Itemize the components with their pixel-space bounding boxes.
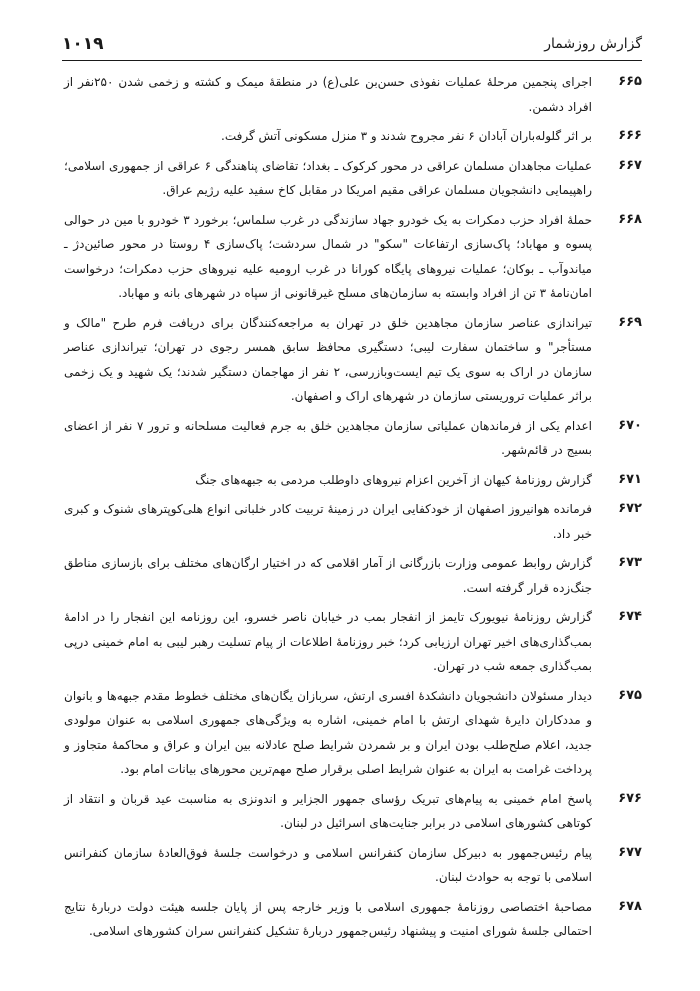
entry-text: حملهٔ افراد حزب دمکرات به یک خودرو جهاد سازندگی در غرب سلماس؛ برخورد ۳ خودرو با مین در حوالی پسوه و مهاباد؛ پاک‌سازی ارتفاعات "سکو" در شمال سردشت؛ پاک‌سازی ۴ روستا در محور صائین‌دژ ـ میاندوآب ـ بوکان؛ عملیات نیروهای پایگاه کورانا در غرب ارومیه علیه نیروهای حزب دمکرات؛ درخواست امان‌نامهٔ ۳ تن از افراد وابسته به سازمان‌های مسلح غیرقانونی از سپاه در شهرهای بانه و مهاباد. (64, 212, 592, 300)
chronology-entry (64, 841, 642, 890)
entry-text: گزارش روزنامهٔ نیویورک تایمز از انفجار بمب در خیابان ناصر خسرو، این روزنامه این انفجار را در ادامهٔ بمب‌گذاری‌های اخیر تهران ارزیابی کرد؛ خبر روزنامهٔ اطلاعات از پیام تسلیت رهبر لیبی به امام خمینی درپی بمب‌گذاری جمعه شب در تهران. (64, 610, 592, 673)
entry-number: ۶۷۳ (618, 555, 642, 570)
running-title: گزارش روزشمار (544, 36, 642, 52)
chronology-entry (64, 605, 642, 679)
chronology-entry (64, 787, 642, 836)
chronology-entry (64, 124, 642, 149)
chronology-entry (64, 208, 642, 306)
entry-text: تیراندازی عناصر سازمان مجاهدین خلق در تهران به مراجعه‌کنندگان برای دریافت فرم طرح "مالک و مستأجر" و ساختمان سفارت لیبی؛ دستگیری محافظ سابق همسر رجوی در تهران؛ تیراندازی عناصر سازمان در اراک به سوی یک تیم ایست‌وبازرسی، ۲ نفر از مهاجمان دستگیر شدند؛ یک شهید و یک زخمی براثر عملیات تروریستی سازمان در شهرهای اراک و اصفهان. (64, 315, 592, 403)
entry-number: ۶۷۸ (618, 898, 642, 914)
chronology-entry (64, 414, 642, 463)
chronology-entry (64, 311, 642, 409)
chronology-entry (64, 468, 642, 493)
chronology-entry (64, 497, 642, 546)
entry-text: اعدام یکی از فرماندهان عملیاتی سازمان مجاهدین خلق به جرم فعالیت مسلحانه و ترور ۷ نفر از اعضای بسیج در قائم‌شهر. (64, 418, 593, 457)
entry-number: ۶۶۹ (618, 314, 642, 330)
page-header (62, 34, 642, 61)
entry-text: فرمانده هوانیروز اصفهان از خودکفایی ایران در زمینهٔ تربیت کادر خلبانی انواع هلی‌کوپترهای شنوک و کبری خبر داد. (64, 502, 592, 541)
entry-text: اجرای پنجمین مرحلهٔ عملیات نفوذی حسن‌بن علی(ع) در منطقهٔ میمک و کشته و زخمی شدن ۲۵۰نفر از افراد دشمن. (64, 75, 592, 114)
entry-text: بر اثر گلوله‌باران آبادان ۶ نفر مجروح شدند و ۳ منزل مسکونی آتش گرفت. (221, 129, 592, 143)
chronology-entry (64, 684, 642, 782)
entry-text: پیام رئیس‌جمهور به دبیرکل سازمان کنفرانس اسلامی و درخواست جلسهٔ فوق‌العادهٔ سازمان کنفرانس اسلامی با توجه به حوادث لبنان. (64, 845, 592, 884)
chronology-list (64, 70, 642, 949)
entry-number: ۶۷۶ (618, 790, 642, 806)
chronology-entry (64, 895, 642, 944)
entry-number: ۶۶۵ (618, 74, 642, 89)
entry-number: ۶۷۷ (618, 844, 642, 860)
entry-number: ۶۷۰ (618, 417, 642, 433)
entry-text: عملیات مجاهدان مسلمان عراقی در محور کرکوک ـ بغداد؛ تقاضای پناهندگی ۶ عراقی از جمهوری اسلامی؛ راهپیمایی دانشجویان مسلمان عراقی مقیم امریکا در مقابل کاخ سفید علیه رژیم عراق. (64, 158, 592, 197)
chronology-entry (64, 154, 642, 203)
entry-number: ۶۷۵ (618, 687, 642, 703)
entry-number: ۶۶۷ (618, 157, 642, 173)
page-number: ۱۰۱۹ (62, 34, 104, 54)
entry-text: دیدار مسئولان دانشجویان دانشکدهٔ افسری ارتش، سربازان یگان‌های مختلف خطوط مقدم جبهه‌ها و بانوان و مددکاران دایرهٔ شهدای ارتش با امام خمینی، اشاره به ویژگی‌های جمهوری اسلامی به عنوان مولودی جدید، اعلام صلح‌طلب بودن ایران و بر شمردن شرایط صلح عادلانه بین ایران و عراق و محاکمهٔ متجاوز و پرداخت غرامت به ایران به عنوان شرایط اصلی برقرار صلح مهم‌ترین محورهای بیانات امام بود. (64, 688, 592, 776)
entry-text: گزارش روابط عمومی وزارت بازرگانی از آمار اقلامی که در اختیار ارگان‌های مختلف برای بازسازی مناطق جنگ‌زده قرار گرفته است. (64, 556, 592, 595)
chronology-entry (64, 70, 642, 119)
entry-number: ۶۷۲ (618, 501, 642, 516)
entry-number: ۶۷۱ (618, 471, 642, 487)
entry-text: گزارش روزنامهٔ کیهان از آخرین اعزام نیروهای داوطلب مردمی به جبهه‌های جنگ (195, 472, 592, 487)
entry-number: ۶۷۴ (618, 609, 642, 624)
entry-number: ۶۶۶ (618, 128, 642, 143)
entry-text: پاسخ امام خمینی به پیام‌های تبریک رؤسای جمهور الجزایر و اندونزی به مناسبت عید قربان و انتقاد از کوتاهی کشورهای اسلامی در برابر جنایت‌های اسرائیل در لبنان. (64, 791, 592, 830)
chronology-entry (64, 551, 642, 600)
entry-text: مصاحبهٔ اختصاصی روزنامهٔ جمهوری اسلامی با وزیر خارجه پس از پایان جلسه هیئت دولت دربارهٔ نتایج احتمالی جلسهٔ شورای امنیت و پیشنهاد رئیس‌جمهور دربارهٔ تشکیل کنفرانس سران کشورهای اسلامی. (64, 899, 592, 938)
entry-number: ۶۶۸ (618, 211, 642, 227)
